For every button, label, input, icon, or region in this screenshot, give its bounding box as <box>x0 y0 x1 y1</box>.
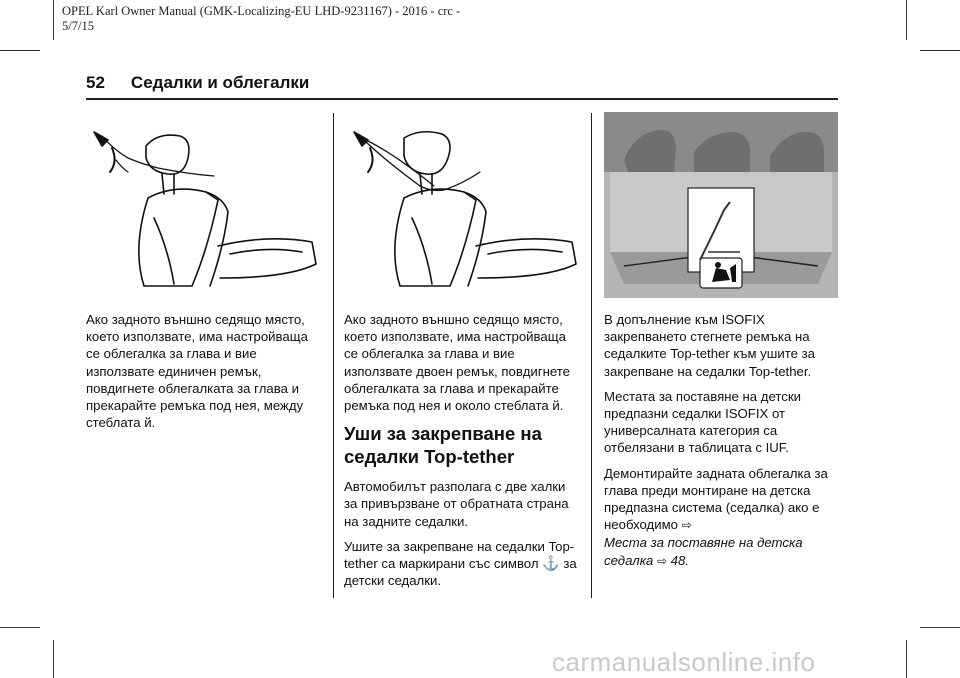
cross-reference-text: Места за поставяне на детска седалка <box>604 535 803 568</box>
cross-reference-page: 48 <box>670 552 686 568</box>
crop-mark <box>906 0 907 40</box>
reference-arrow-icon: ⇨ <box>681 518 692 533</box>
paragraph-remove-headrest <box>604 465 840 570</box>
column-1-text <box>86 311 318 439</box>
document-info-line: OPEL Karl Owner Manual (GMK-Localizing-EU LHD-9231167) - 2016 - crc - <box>62 4 461 18</box>
crop-mark <box>906 640 907 678</box>
illustration-cargo-anchors <box>604 112 838 298</box>
column-3-text <box>604 311 840 578</box>
page-number: 52 <box>86 73 105 92</box>
paragraph-iuf: Местата за поставяне на детски предпазни седалки ISOFIX от универсалната категория са отбелязани в таблицата с IUF. <box>604 388 801 456</box>
crop-mark <box>0 627 40 628</box>
page-heading <box>86 73 309 93</box>
column-separator <box>591 113 592 598</box>
paragraph-anchor-rings: Автомобилът разполага с две халки за привързване от обратната страна на задните седалки. <box>344 479 569 529</box>
crop-mark <box>920 627 960 628</box>
illustration-dual-strap <box>342 128 582 288</box>
crop-mark <box>53 640 54 678</box>
paragraph-remove-headrest-text: Демонтирайте задната облегалка за глава преди монтиране на детска предпазна система (седалка) ако е необходимо <box>604 465 828 533</box>
paragraph-dual-strap: Ако задното външно седящо място, което използвате, има настройваща се облегалка за глава и вие използвате двоен ремък, повдигнете облегалката за глава и прекарайте ремъка под нея и около стеблата й. <box>344 312 570 414</box>
top-tether-symbol-icon: ⚓ <box>542 555 560 572</box>
paragraph-single-strap: Ако задното външно седящо място, което използвате, има настройваща се облегалка за глава и вие използвате единичен ремък, повдигнете облегалката за глава и прекарайте ремъка под нея, между стеблата й. <box>86 312 308 431</box>
column-separator <box>333 113 334 598</box>
paragraph-anchor-symbol-text: Ушите за закрепване на седалки Top-tether са маркирани със символ <box>344 538 575 572</box>
paragraph-isofix: В допълнение към ISOFIX закрепването стегнете ремъка на седалките Top-tether към ушите за закрепване на седалки Top-tether. <box>604 312 815 379</box>
crop-mark <box>920 50 960 51</box>
document-info-date: 5/7/15 <box>62 19 94 33</box>
document-info-header <box>62 4 522 34</box>
heading-rule <box>86 98 838 100</box>
section-title: Седалки и облегалки <box>130 73 310 92</box>
crop-mark <box>0 50 40 51</box>
paragraph-anchor-symbol-text-end: за детски седалки. <box>344 556 577 589</box>
site-watermark: carmanualsonline.info <box>552 647 816 677</box>
illustration-single-strap <box>88 128 320 288</box>
column-2-text <box>344 311 580 597</box>
section-heading-top-tether: Уши за закрепване на седалки Top-tether <box>344 423 542 468</box>
paragraph-anchor-symbol <box>344 538 580 590</box>
cross-reference-link[interactable]: Места за поставяне на детска седалка ⇨ 48. <box>604 535 803 568</box>
reference-arrow-icon: ⇨ <box>656 553 667 568</box>
crop-mark <box>53 0 54 40</box>
